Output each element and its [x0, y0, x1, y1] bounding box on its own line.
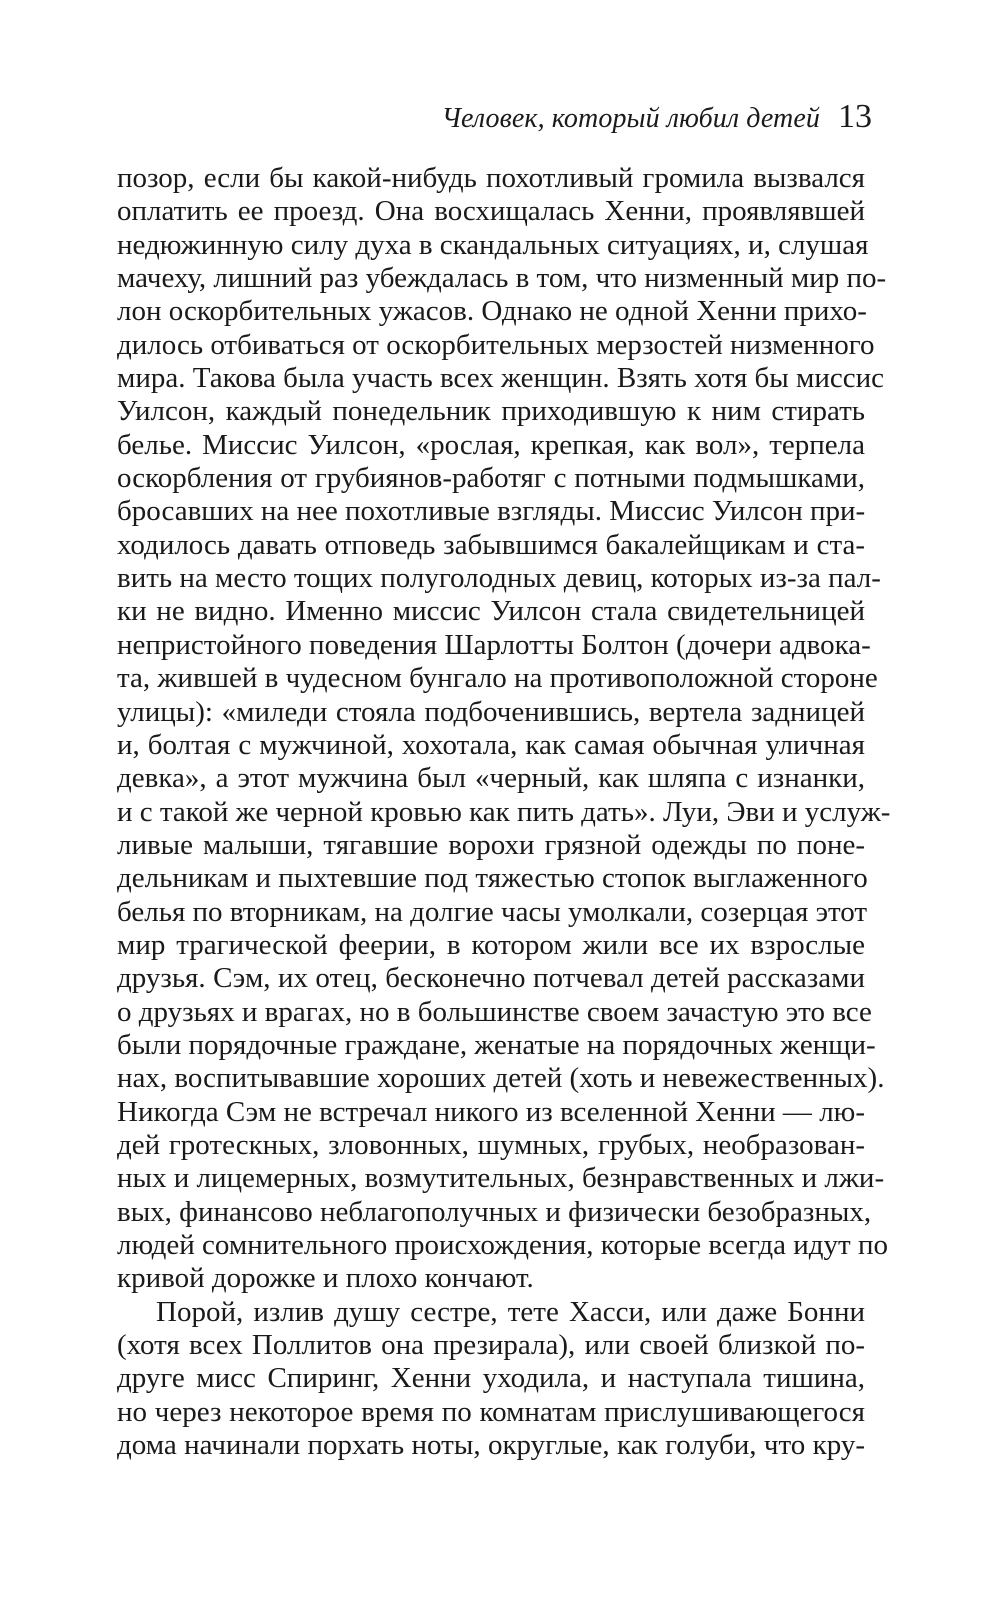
text-line: мачеху, лишний раз убеждалась в том, что низменный мир по-	[117, 262, 887, 295]
text-line: ки не видно. Именно миссис Уилсон стала свидетельницей	[117, 595, 865, 628]
page-number: 13	[838, 98, 872, 135]
text-line: Никогда Сэм не встречал никого из вселенной Хенни — лю-	[117, 1095, 865, 1128]
text-line: о друзьях и врагах, но в большинстве своем зачастую это все	[117, 995, 872, 1028]
text-line: мира. Такова была участь всех женщин. Взять хотя бы миссис	[117, 362, 885, 395]
text-line: и, болтая с мужчиной, хохотала, как самая обычная уличная	[117, 728, 865, 761]
text-line: белье. Миссис Уилсон, «рослая, крепкая, как вол», терпела	[117, 428, 865, 461]
text-line: непристойного поведения Шарлотты Болтон (дочери адвока-	[117, 628, 871, 661]
text-line: оскорбления от грубиянов-работяг с потными подмышками,	[117, 462, 865, 495]
text-line: лон оскорбительных ужасов. Однако не одной Хенни прихо-	[117, 295, 867, 328]
text-line: ливые малыши, тягавшие ворохи грязной одежды по поне-	[117, 828, 865, 861]
text-line: улицы): «миледи стояла подбоченившись, вертела задницей	[117, 695, 865, 728]
text-line: оплатить ее проезд. Она восхищалась Хенни, проявлявшей	[117, 195, 865, 228]
text-line: Уилсон, каждый понедельник приходившую к ним стирать	[117, 395, 865, 428]
running-title: Человек, который любил детей	[441, 103, 820, 134]
paragraph-last-line: кривой дорожке и плохо кончают.	[117, 1262, 534, 1295]
text-line: ных и лицемерных, возмутительных, безнравственных и лжи-	[117, 1162, 885, 1195]
text-line: дей гротескных, зловонных, шумных, грубых, необразован-	[117, 1128, 865, 1161]
text-line: дилось отбиваться от оскорбительных мерзостей низменного	[117, 328, 875, 361]
text-line: та, жившей в чудесном бунгало на противоположной стороне	[117, 662, 878, 695]
text-line: нах, воспитывавшие хороших детей (хоть и невежественных).	[117, 1062, 885, 1095]
text-line: (хотя всех Поллитов она презирала), или своей близкой по-	[117, 1329, 865, 1362]
text-line: позор, если бы какой-нибудь похотливый громила вызвался	[117, 162, 865, 194]
running-head	[442, 98, 872, 148]
text-line: ходилось давать отповедь забывшимся бакалейщикам и ста-	[117, 528, 865, 561]
text-line: бросавших на нее похотливые взгляды. Миссис Уилсон при-	[117, 495, 866, 528]
text-line: друзья. Сэм, их отец, бесконечно потчевал детей рассказами	[117, 962, 865, 995]
text-line: вых, финансово неблагополучных и физически безобразных,	[117, 1195, 872, 1228]
text-line: и с такой же черной кровью как пить дать». Луи, Эви и услуж-	[117, 795, 891, 828]
text-line: дельникам и пыхтевшие под тяжестью стопок выглаженного	[117, 862, 868, 895]
text-line: людей сомнительного происхождения, которые всегда идут по	[117, 1229, 888, 1261]
text-line: друге мисс Спиринг, Хенни уходила, и наступала тишина,	[117, 1362, 865, 1395]
text-line: дома начинали порхать ноты, округлые, как голуби, что кру-	[117, 1429, 865, 1462]
text-line: были порядочные граждане, женатые на порядочных женщи-	[117, 1028, 876, 1061]
text-line: мир трагической феерии, в котором жили все их взрослые	[117, 928, 865, 961]
text-line: но через некоторое время по комнатам прислушивающегося	[117, 1395, 865, 1428]
text-line: вить на место тощих полуголодных девиц, которых из-за пал-	[117, 562, 881, 595]
paragraph-first-line: Порой, излив душу сестре, тете Хасси, или даже Бонни	[156, 1295, 865, 1328]
text-line: белья по вторникам, на долгие часы умолкали, созерцая этот	[117, 895, 868, 928]
body-text	[117, 162, 891, 1462]
text-line: недюжинную силу духа в скандальных ситуациях, и, слушая	[117, 228, 869, 261]
text-line: девка», а этот мужчина был «черный, как шляпа с изнанки,	[117, 762, 865, 795]
